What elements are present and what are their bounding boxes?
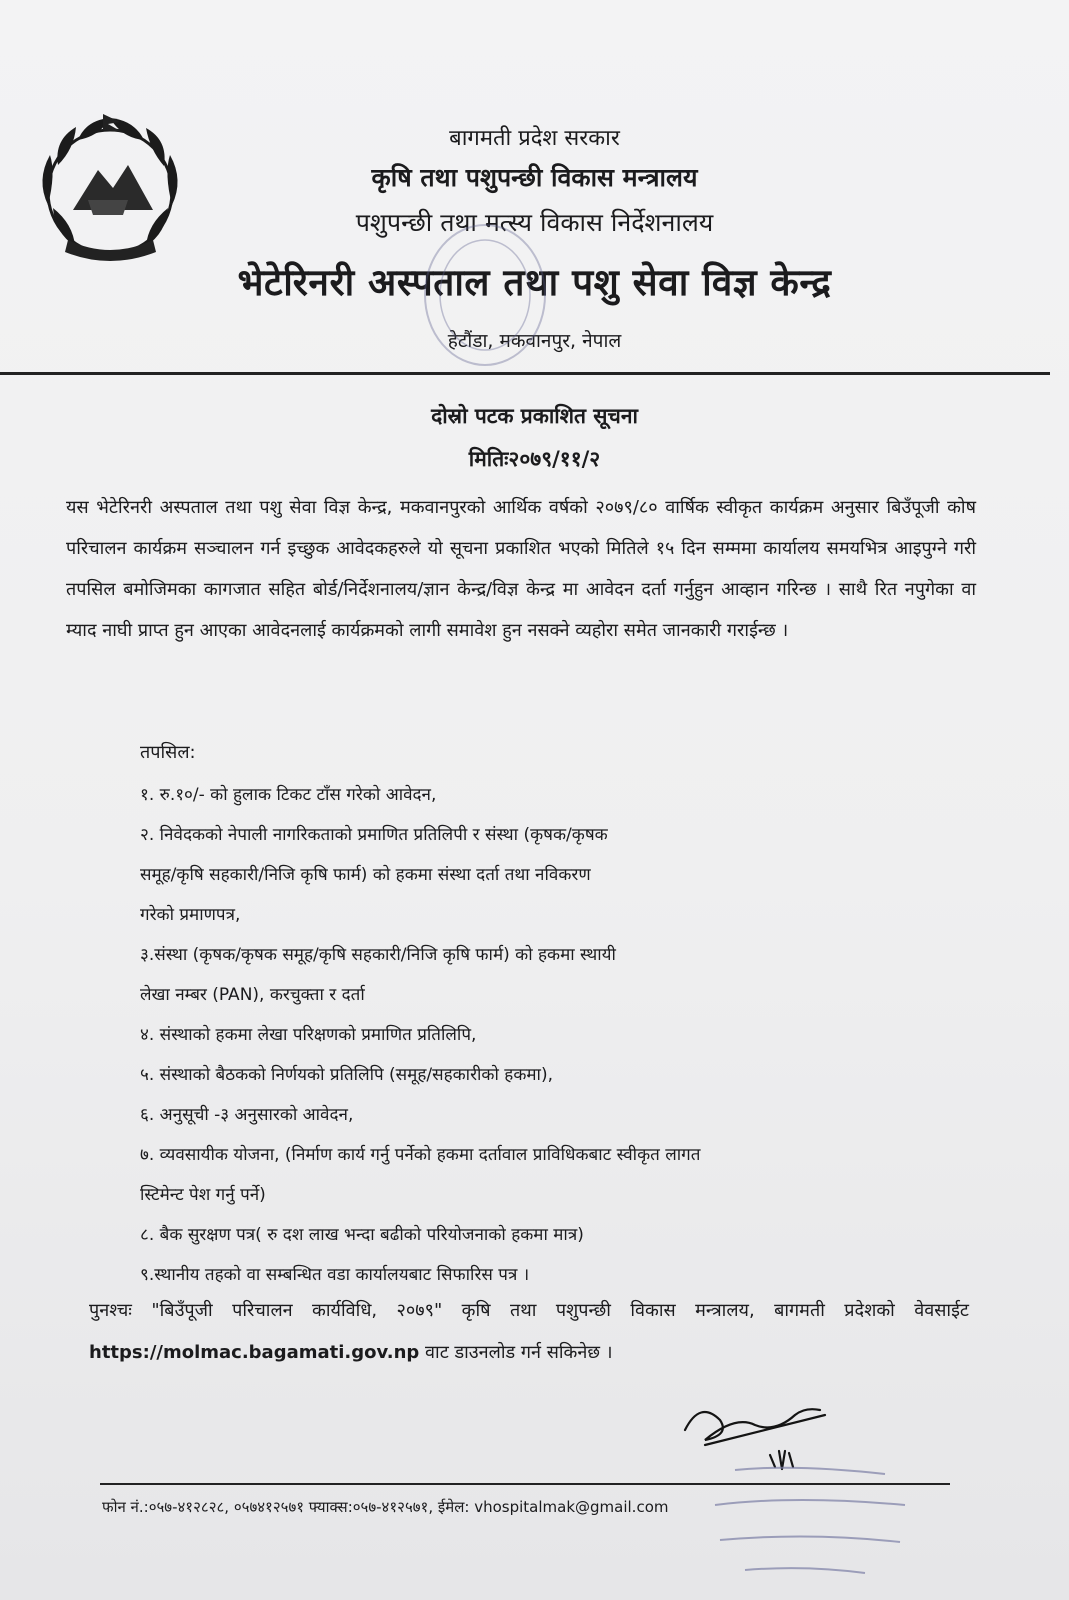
official-stamp bbox=[705, 1460, 915, 1590]
details-label: तपसिल: bbox=[140, 742, 196, 763]
notice-date: मितिः२०७९/११/२ bbox=[468, 447, 601, 471]
required-documents-list bbox=[140, 775, 920, 1295]
header-divider bbox=[0, 372, 1050, 375]
postscript bbox=[89, 1290, 969, 1374]
postscript-text: पुनश्चः "बिउँपूजी परिचालन कार्यविधि, २०७९" कृषि तथा पशुपन्छी विकास मन्त्रालय, बागमती प्रदेशको वेवसाईट bbox=[89, 1300, 969, 1321]
letterhead-province: बागमती प्रदेश सरकार bbox=[449, 126, 620, 151]
notice-title: दोस्रो पटक प्रकाशित सूचना bbox=[431, 404, 638, 428]
office-seal-stamp bbox=[410, 215, 560, 375]
list-item: स्टिमेन्ट पेश गर्नु पर्ने) bbox=[140, 1185, 266, 1205]
list-item: ८. बैक सुरक्षण पत्र( रु दश लाख भन्दा बढीको परियोजनाको हकमा मात्र) bbox=[140, 1225, 584, 1245]
list-item: ४. संस्थाको हकमा लेखा परिक्षणको प्रमाणित प्रतिलिपि, bbox=[140, 1025, 477, 1045]
list-item: ९.स्थानीय तहको वा सम्बन्धित वडा कार्यालयबाट सिफारिस पत्र । bbox=[140, 1265, 530, 1285]
list-item: ३.संस्था (कृषक/कृषक समूह/कृषि सहकारी/निजि कृषि फार्म) को हकमा स्थायी bbox=[140, 945, 616, 965]
letterhead-office-name: भेटेरिनरी अस्पताल तथा पशु सेवा विज्ञ केन्द्र bbox=[237, 261, 832, 304]
list-item: १. रु.१०/- को हुलाक टिकट टाँस गरेको आवेदन, bbox=[140, 785, 437, 805]
list-item: समूह/कृषि सहकारी/निजि कृषि फार्म) को हकमा संस्था दर्ता तथा नविकरण bbox=[140, 865, 591, 885]
letterhead-address: हेटौंडा, मकवानपुर, नेपाल bbox=[447, 330, 622, 352]
list-item: गरेको प्रमाणपत्र, bbox=[140, 905, 241, 925]
letterhead-directorate: पशुपन्छी तथा मत्स्य विकास निर्देशनालय bbox=[355, 208, 714, 237]
website-link[interactable]: https://molmac.bagamati.gov.np bbox=[89, 1342, 420, 1363]
letterhead-ministry: कृषि तथा पशुपन्छी विकास मन्त्रालय bbox=[371, 163, 698, 192]
list-item: लेखा नम्बर (PAN), करचुक्ता र दर्ता bbox=[140, 985, 365, 1005]
list-item: २. निवेदकको नेपाली नागरिकताको प्रमाणित प्रतिलिपी र संस्था (कृषक/कृषक bbox=[140, 825, 608, 845]
list-item: ७. व्यवसायीक योजना, (निर्माण कार्य गर्नु पर्नेको हकमा दर्तावाल प्राविधिकबाट स्वीकृत लागत bbox=[140, 1145, 701, 1165]
postscript-text-end: वाट डाउनलोड गर्न सकिनेछ । bbox=[419, 1342, 613, 1363]
list-item: ५. संस्थाको बैठकको निर्णयको प्रतिलिपि (समूह/सहकारीको हकमा), bbox=[140, 1065, 553, 1085]
notice-body: यस भेटेरिनरी अस्पताल तथा पशु सेवा विज्ञ केन्द्र, मकवानपुरको आर्थिक वर्षको २०७९/८० वार्षिक स्वीकृत कार्यक्रम अनुसार बिउँपूजी कोष परिचालन कार्यक्रम सञ्चालन गर्न इच्छुक आवेदकहरुले यो सूचना प्रकाशित भएको मितिले १५ दिन सम्ममा कार्यालय समयभित्र आइपुग्ने गरी तपसिल बमोजिमका कागजात सहित बोर्ड/निर्देशनालय/ज्ञान केन्द्र/विज्ञ केन्द्र मा आवेदन दर्ता गर्नुहुन आव्हान गरिन्छ । साथै रित नपुगेका वा म्याद नाघी प्राप्त हुन आएका आवेदनलाई कार्यक्रमको लागी समावेश हुन नसक्ने व्यहोरा समेत जानकारी गराईन्छ । bbox=[66, 497, 976, 641]
list-item: ६. अनुसूची -३ अनुसारको आवेदन, bbox=[140, 1105, 354, 1125]
footer-contact: फोन नं.:०५७-४१२८२८, ०५७४१२५७१ फ्याक्स:०५७-४१२५७१, ईमेल: vhospitalmak@gmail.com bbox=[102, 1498, 669, 1516]
